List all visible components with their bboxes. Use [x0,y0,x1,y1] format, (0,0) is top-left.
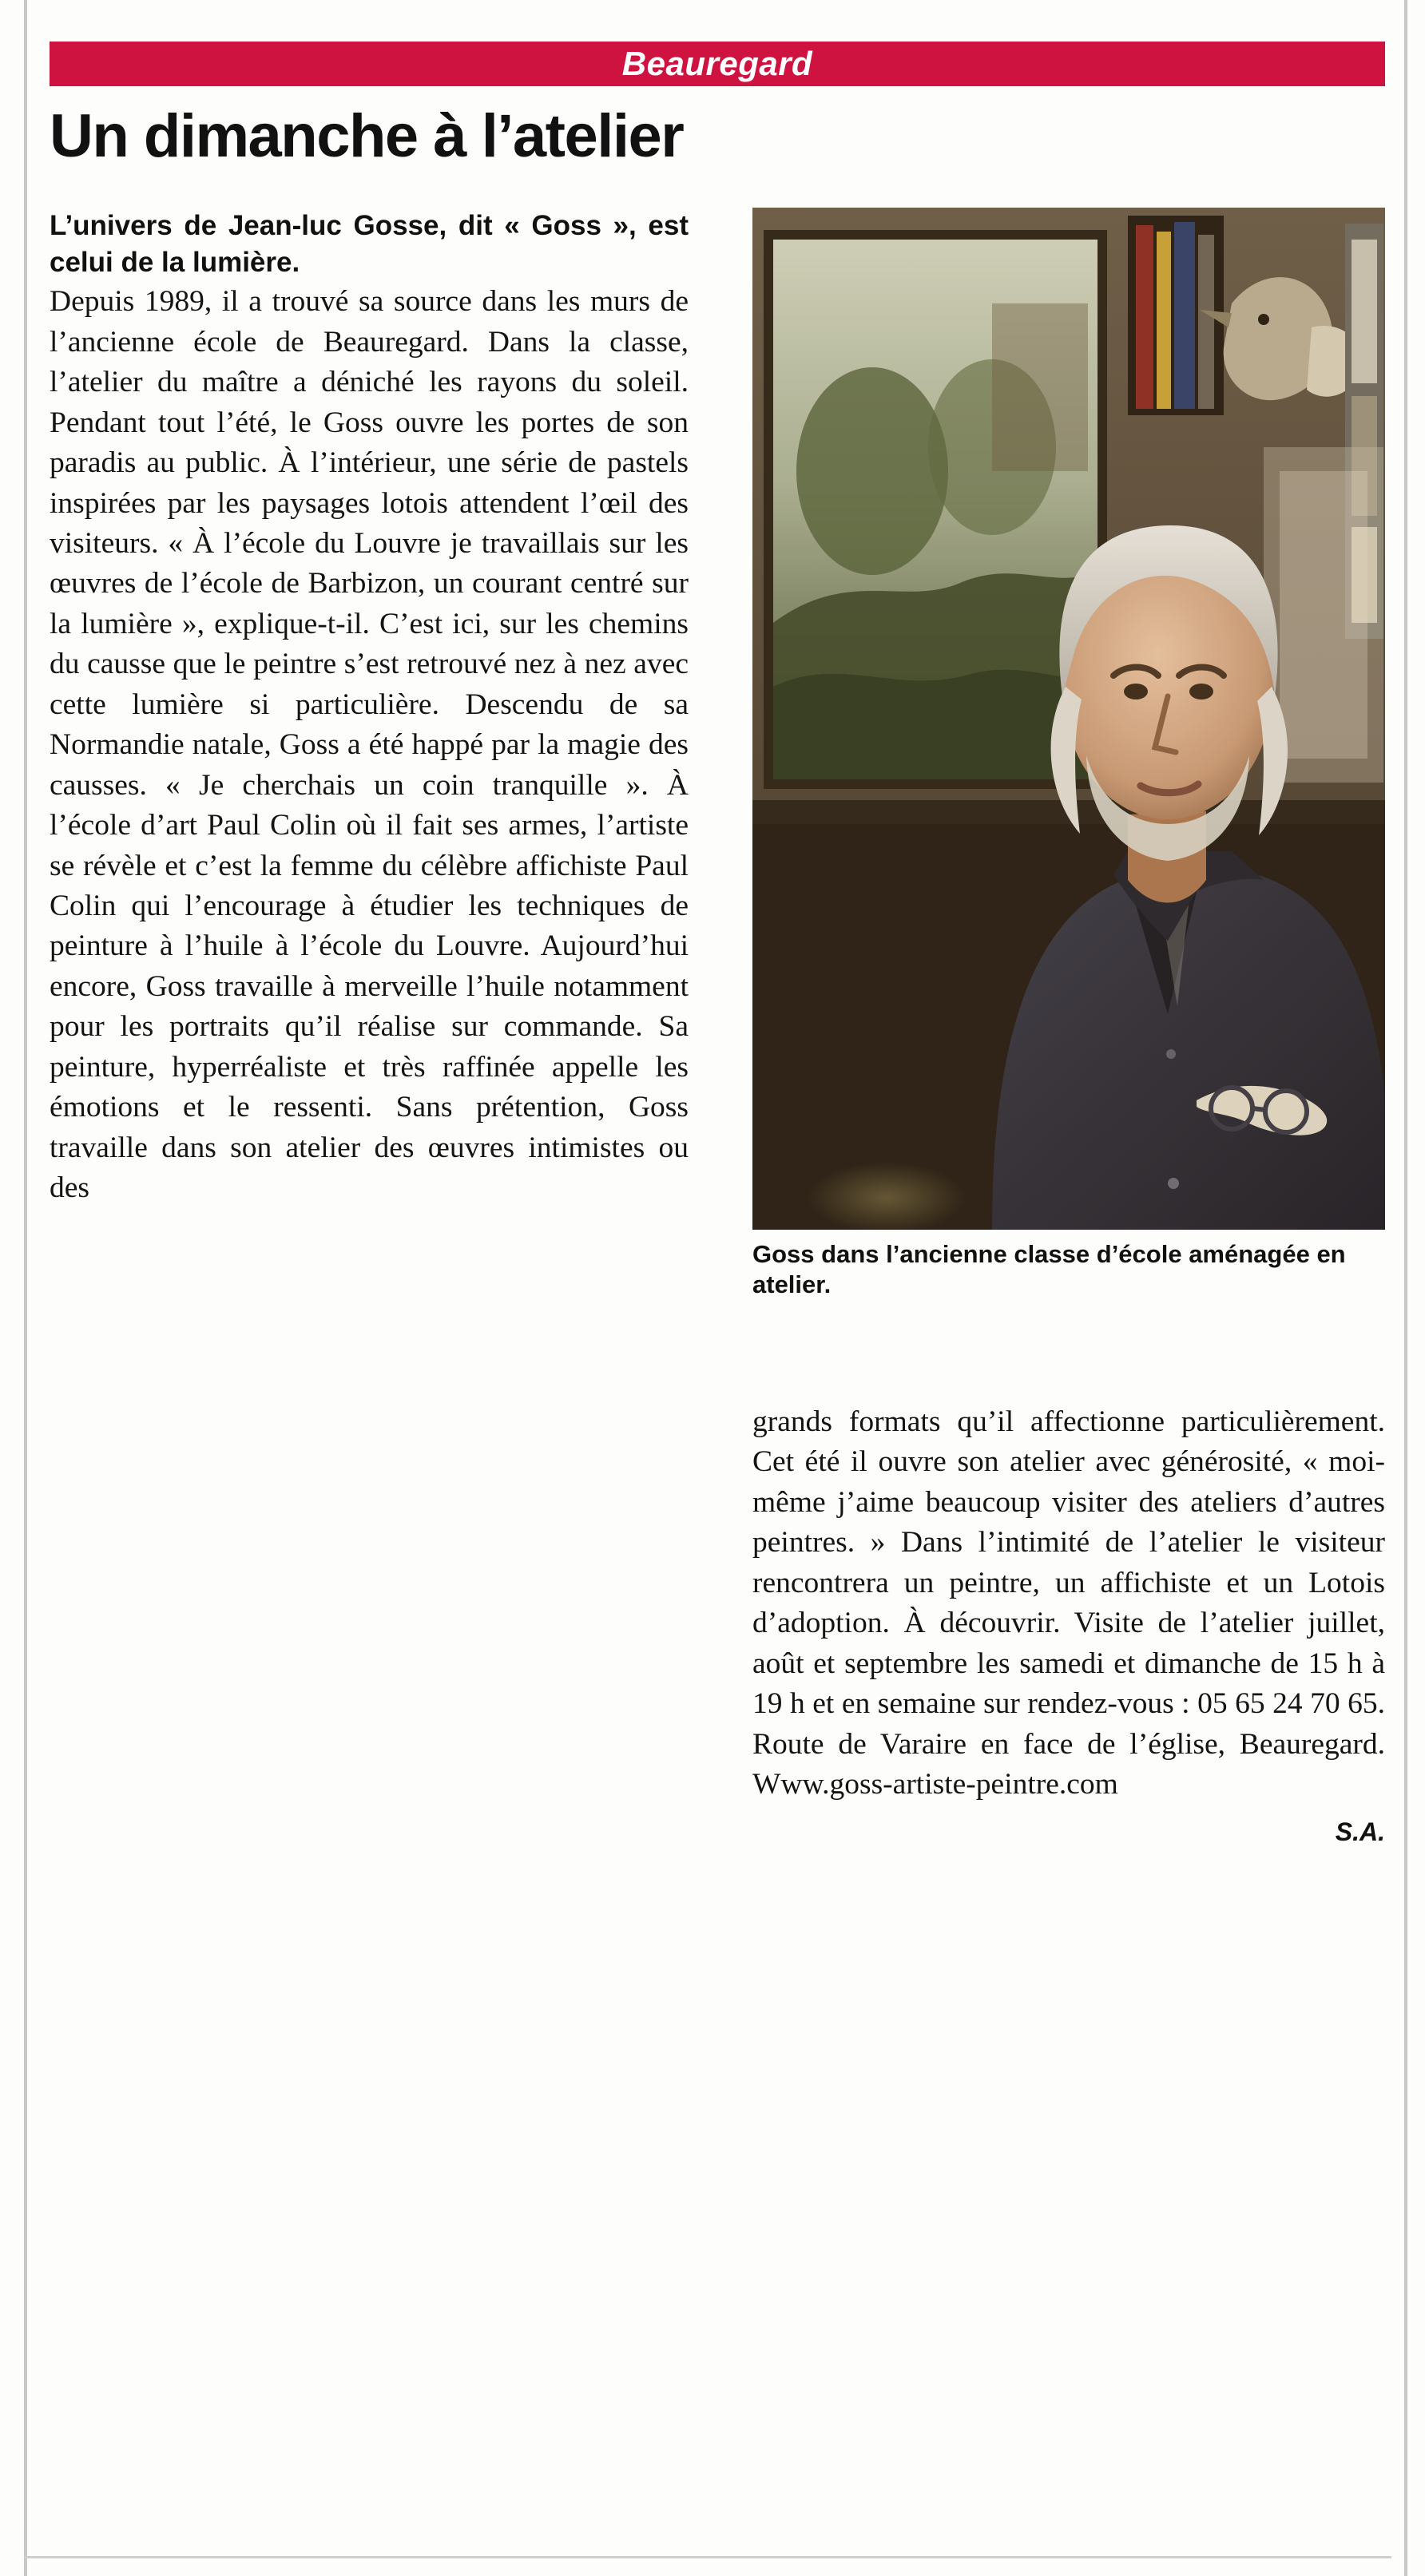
photo-caption: Goss dans l’ancienne classe d’école aménagée en atelier. [752,1240,1346,1299]
article-right-column [752,208,1385,1847]
page-left-rule [24,0,27,2576]
article-lede: L’univers de Jean-luc Gosse, dit « Goss », est celui de la lumière. [50,210,689,278]
rubric-banner [50,42,1385,86]
article-left-column [50,208,689,1208]
rubric-label: Beauregard [621,45,813,82]
article-body-left: Depuis 1989, il a trouvé sa source dans les murs de l’ancienne école de Beauregard. Dans la classe, l’atelier du maître a déniché les rayons du soleil. Pendant tout l’été, le Goss ouvre les portes de son paradis au public. À l’intérieur, une série de pastels inspirées par les paysages lotois attendent l’œil des visiteurs. « À l’école du Louvre je travaillais sur les œuvres de l’école de Barbizon, un courant centré sur la lumière », explique-t-il. C’est ici, sur les chemins du causse que le peintre s’est retrouvé nez à nez avec cette lumière si particulière. Descendu de sa Normandie natale, Goss a été happé par la magie des causses. « Je cherchais un coin tranquille ». À l’école d’art Paul Colin où il fait ses armes, l’artiste se révèle et c’est la femme du célèbre affichiste Paul Colin qui l’encourage à étudier les techniques de peinture à l’huile à l’école du Louvre. Aujourd’hui encore, Goss travaille à merveille l’huile notamment pour les portraits qu’il réalise sur commande. Sa peinture, hyperréaliste et très raffinée appelle les émotions et le ressenti. Sans prétention, Goss travaille dans son atelier des œuvres intimistes ou des [50,285,689,1205]
article-content [50,42,1385,1847]
article-body-right: grands formats qu’il affectionne particulièrement. Cet été il ouvre son atelier avec générosité, « moi-même j’aime beaucoup visiter des ateliers d’autres peintres. » Dans l’intimité de l’atelier le visiteur rencontrera un peintre, un affichiste et un Lotois d’adoption. À découvrir. Visite de l’atelier juillet, août et septembre les samedi et dimanche de 15 h à 19 h et en semaine sur rendez-vous : 05 65 24 70 65. Route de Varaire en face de l’église, Beauregard. Www.goss-artiste-peintre.com [752,1405,1385,1801]
article-signature: S.A. [1335,1817,1385,1847]
page-title: Un dimanche à l’atelier [50,102,684,170]
article-photo-block [752,208,1385,1300]
page-bottom-rule [24,2556,1391,2558]
page-right-rule [1404,0,1407,2576]
article-photo [752,208,1385,1230]
